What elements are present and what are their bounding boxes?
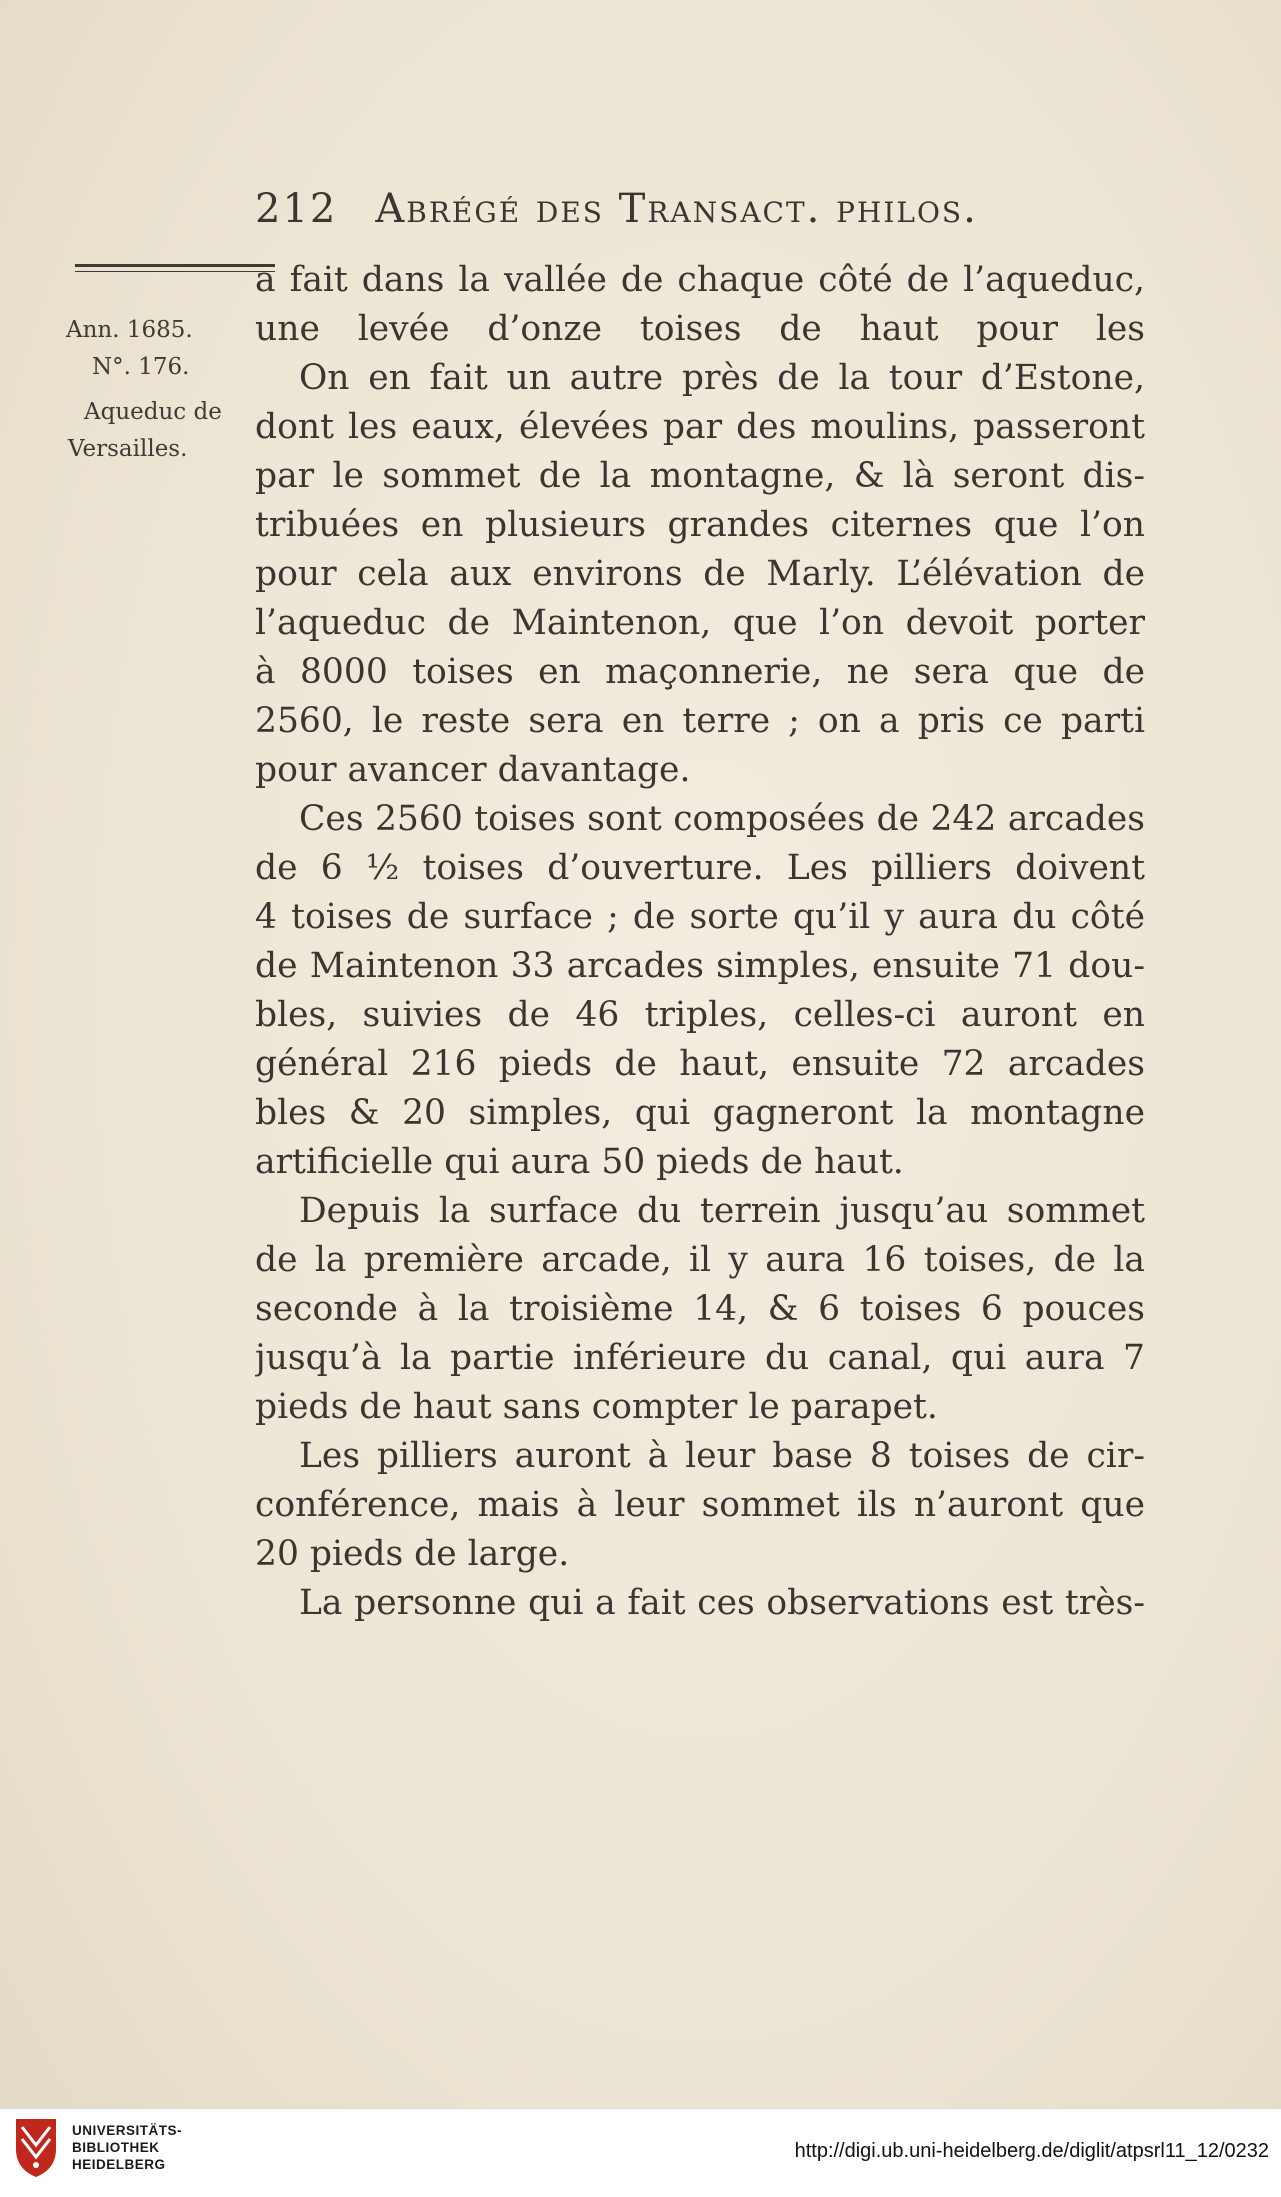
text-line: jusqu’à la partie inférieure du canal, qui aura 7	[255, 1338, 1145, 1378]
text-line: a fait dans la vallée de chaque côté de l’aqueduc,	[255, 260, 1145, 300]
text-line: 4 toises de surface ; de sorte qu’il y aura du côté	[255, 897, 1145, 937]
text-line: La personne qui a fait ces observations est très-	[299, 1583, 1145, 1623]
text-line: Depuis la surface du terrein jusqu’au sommet	[299, 1191, 1145, 1231]
text-line: bles, suivies de 46 triples, celles-ci auront en	[255, 995, 1145, 1035]
running-header	[255, 186, 1035, 232]
text-line: seconde à la troisième 14, & 6 toises 6 pouces	[255, 1289, 1145, 1329]
margin-rule	[75, 264, 275, 272]
text-line: à 8000 toises en maçonnerie, ne sera que de	[255, 652, 1145, 692]
text-line: bles & 20 simples, qui gagneront la montagne	[255, 1093, 1145, 1133]
text-line: 2560, le reste sera en terre ; on a pris ce parti	[255, 701, 1145, 741]
margin-note-subject: Aqueduc de	[84, 399, 222, 425]
text-line: général 216 pieds de haut, ensuite 72 arcades	[255, 1044, 1145, 1084]
text-line: tribuées en plusieurs grandes citernes que l’on	[255, 505, 1145, 545]
text-line: l’aqueduc de Maintenon, que l’on devoit porter	[255, 603, 1145, 643]
text-line: pour cela aux environs de Marly. L’élévation de	[255, 554, 1145, 594]
margin-note-subject-cont: Versailles.	[68, 436, 188, 462]
text-line: dont les eaux, élevées par des moulins, passeront	[255, 407, 1145, 447]
text-line: conférence, mais à leur sommet ils n’auront que	[255, 1485, 1145, 1525]
library-name: UNIVERSITÄTS- BIBLIOTHEK HEIDELBERG	[72, 2123, 183, 2172]
text-line: Les pilliers auront à leur base 8 toises de cir-	[299, 1436, 1145, 1476]
text-line: pieds de haut sans compter le parapet.	[255, 1387, 938, 1427]
text-line: artificielle qui aura 50 pieds de haut.	[255, 1142, 904, 1182]
margin-note-number: N°. 176.	[92, 354, 190, 380]
text-line: de Maintenon 33 arcades simples, ensuite 71 dou-	[255, 946, 1145, 986]
text-line: 20 pieds de large.	[255, 1534, 570, 1574]
text-line: de la première arcade, il y aura 16 toises, de la	[255, 1240, 1145, 1280]
text-line: Ces 2560 toises sont composées de 242 arcades	[299, 799, 1145, 839]
body-text	[255, 256, 1145, 1628]
text-line: pour avancer davantage.	[255, 750, 691, 790]
running-title: Abrégé des Transact. philos.	[375, 186, 978, 232]
margin-note	[62, 312, 252, 468]
text-line: par le sommet de la montagne, & là seront dis-	[255, 456, 1145, 496]
source-url[interactable]: http://digi.ub.uni-heidelberg.de/diglit/atpsrl11_12/0232	[794, 2140, 1269, 2162]
text-line: une levée d’onze toises de haut pour les	[255, 309, 1145, 349]
text-line: On en fait un autre près de la tour d’Estone,	[299, 358, 1145, 398]
page-number: 212	[255, 186, 338, 232]
margin-note-year: Ann. 1685.	[66, 317, 193, 343]
university-seal-icon	[12, 2115, 60, 2179]
text-line: de 6 ½ toises d’ouverture. Les pilliers doivent	[255, 848, 1145, 888]
